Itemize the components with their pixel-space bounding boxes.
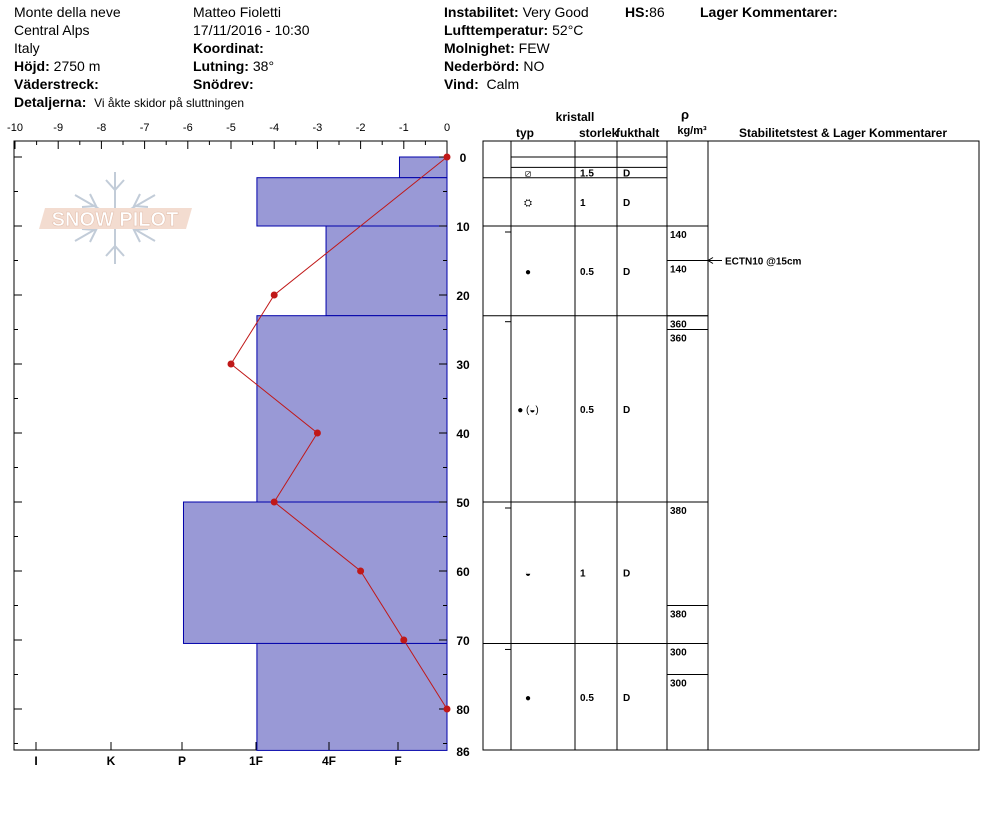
layer-grain-size: 0.5: [580, 266, 594, 278]
elevation-value: 2750 m: [53, 58, 101, 74]
layer-grain-size: 1: [580, 197, 586, 209]
depth-tick-label: 50: [456, 496, 470, 510]
layer-moisture: D: [623, 568, 631, 580]
depth-tick-label: 30: [456, 358, 470, 372]
temperature-tick-label: -7: [139, 122, 150, 134]
density-unit-header: kg/m³: [677, 125, 707, 137]
temperature-point: [271, 292, 278, 299]
density-value: 140: [670, 264, 687, 276]
layer-grain-size: 0.5: [580, 692, 594, 704]
density-value: 360: [670, 319, 687, 331]
density-value: 380: [670, 506, 687, 517]
temperature-tick-label: -1: [398, 122, 409, 134]
hs-label: HS:: [625, 4, 650, 20]
temperature-tick-label: -10: [7, 122, 23, 134]
temperature-tick-label: -6: [182, 122, 193, 134]
layer-grain-type: ●: [524, 692, 532, 704]
temperature-point: [271, 499, 278, 506]
temperature-point: [444, 706, 451, 713]
hardness-tick-label: I: [34, 754, 38, 768]
airtemp-value: 52°C: [552, 22, 584, 38]
temperature-tick-label: -9: [53, 122, 64, 134]
hardness-bar: [257, 643, 447, 750]
layer-moisture: D: [623, 692, 631, 704]
details-label: Detaljerna:: [14, 94, 87, 110]
temperature-tick-label: -8: [96, 122, 107, 134]
depth-tick-label: 10: [456, 220, 470, 234]
hardness-bar: [399, 157, 447, 178]
density-value: 300: [670, 647, 687, 659]
airtemp-label: Lufttemperatur:: [444, 22, 549, 38]
temperature-point: [357, 568, 364, 575]
depth-tick-label: 0: [459, 151, 467, 165]
moisture-header: fukthalt: [616, 126, 660, 140]
drift-label: Snödrev:: [193, 76, 254, 92]
temperature-point: [444, 154, 451, 161]
hardness-tick-label: 4F: [321, 754, 337, 768]
aspect-label: Väderstreck:: [14, 76, 99, 92]
temperature-point: [400, 637, 407, 644]
elevation-label: Höjd:: [14, 58, 50, 74]
hardness-bar: [183, 502, 447, 643]
layer-comments-label: Lager Kommentarer:: [700, 4, 838, 20]
layer-grain-type: ● (◒): [517, 404, 539, 416]
size-header: storlek: [579, 126, 619, 140]
precip-value: NO: [523, 58, 545, 74]
density-value: 360: [670, 333, 687, 345]
layer-grain-size: 1: [580, 568, 586, 580]
comments-header: Stabilitetstest & Lager Kommentarer: [738, 126, 948, 140]
layer-moisture: D: [623, 168, 631, 180]
slope-value: 38°: [252, 58, 275, 74]
layer-grain-size: 0.5: [580, 404, 594, 416]
snowpilot-logo: [39, 172, 192, 264]
hs-value: 86: [649, 4, 665, 20]
density-symbol-header: ρ: [680, 107, 690, 122]
hardness-bar: [257, 178, 447, 226]
stability-test-label: ECTN10 @15cm: [725, 256, 802, 268]
precip-label: Nederbörd:: [444, 58, 520, 74]
layer-moisture: D: [623, 197, 631, 209]
coord-label: Koordinat:: [193, 40, 264, 56]
temperature-tick-label: -5: [226, 122, 236, 134]
layer-grain-type: ◒: [524, 568, 532, 580]
temperature-tick-label: -3: [312, 122, 323, 134]
temperature-point: [228, 361, 235, 368]
layer-moisture: D: [623, 266, 631, 278]
country-name: Italy: [14, 40, 40, 56]
layer-grain-type: ●: [524, 266, 532, 278]
sky-value: FEW: [518, 40, 550, 56]
range-name: Central Alps: [14, 22, 90, 38]
hardness-tick-label: K: [106, 754, 116, 768]
density-value: 380: [670, 609, 687, 621]
depth-tick-label: 86: [456, 745, 470, 759]
observer-name: Matteo Fioletti: [193, 4, 281, 20]
temperature-tick-label: 0: [443, 122, 451, 134]
location-name: Monte della neve: [14, 4, 121, 20]
layer-grain-type: ⧄: [524, 168, 532, 180]
type-header: typ: [516, 126, 534, 140]
wind-label: Vind:: [444, 76, 479, 92]
stability-value: Very Good: [522, 4, 589, 20]
depth-tick-label: 60: [456, 565, 470, 579]
layer-moisture: D: [623, 404, 631, 416]
slope-label: Lutning:: [193, 58, 249, 74]
observation-datetime: 17/11/2016 - 10:30: [193, 22, 310, 38]
temperature-tick-label: -4: [269, 122, 280, 134]
depth-tick-label: 40: [456, 427, 470, 441]
logo-text: SNOW PILOT: [51, 209, 179, 231]
hardness-tick-label: F: [394, 754, 402, 768]
stability-label: Instabilitet:: [444, 4, 519, 20]
depth-tick-label: 80: [456, 703, 470, 717]
depth-tick-label: 70: [456, 634, 470, 648]
details-value: Vi åkte skidor på sluttningen: [94, 96, 245, 110]
layer-table-frame: [483, 141, 979, 750]
hardness-tick-label: 1F: [248, 754, 264, 768]
temperature-tick-label: -2: [355, 122, 366, 134]
hardness-bar: [257, 316, 447, 502]
temperature-point: [314, 430, 321, 437]
layer-grain-type: ⛭: [524, 197, 532, 209]
hardness-tick-label: P: [177, 754, 187, 768]
depth-tick-label: 20: [456, 289, 470, 303]
wind-value: Calm: [486, 76, 520, 92]
crystal-header: kristall: [555, 110, 595, 124]
layer-grain-size: 1.5: [580, 168, 594, 180]
density-value: 300: [670, 678, 687, 690]
sky-label: Molnighet:: [444, 40, 515, 56]
density-value: 140: [670, 230, 687, 241]
